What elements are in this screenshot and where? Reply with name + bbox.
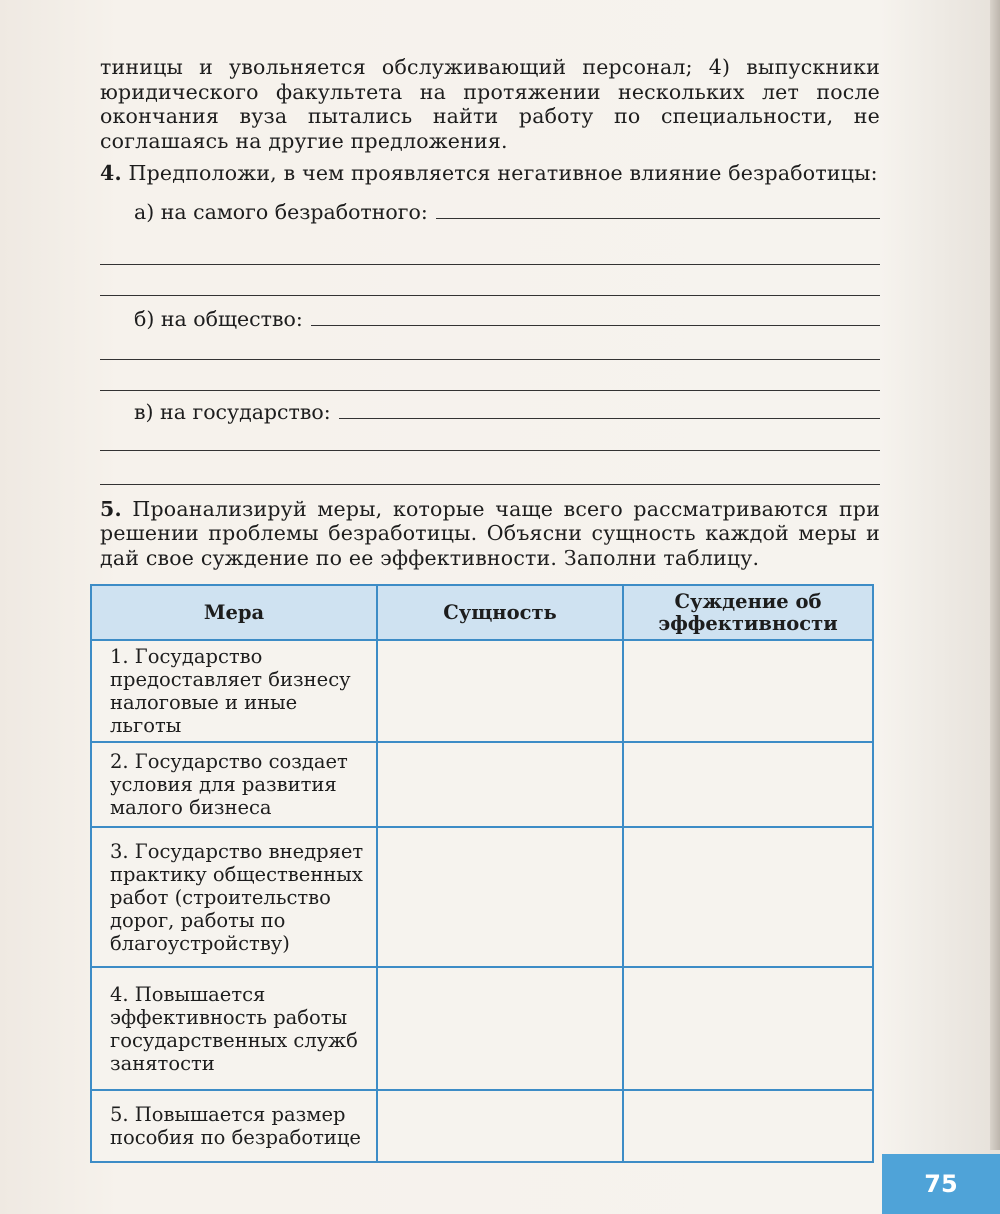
page-number: 75 (882, 1154, 1000, 1214)
task-4 (100, 161, 880, 186)
answer-line-v[interactable] (339, 418, 880, 419)
answer-line-b3[interactable] (100, 390, 880, 391)
judgement-cell[interactable] (623, 967, 873, 1090)
intro-paragraph: тиницы и увольняется обслуживающий персонал; 4) выпускники юридического факультета на протяжении нескольких лет после окончания вуза пытались найти работу по специальности, не соглашаясь на другие предложения. (100, 55, 880, 153)
essence-cell[interactable] (377, 1090, 623, 1162)
judgement-cell[interactable] (623, 742, 873, 827)
essence-cell[interactable] (377, 967, 623, 1090)
table-row (91, 742, 873, 827)
header-measure: Мера (91, 585, 377, 640)
answer-line-v3[interactable] (100, 484, 880, 485)
measure-cell: 5. Повышается размер пособия по безработице (91, 1090, 377, 1162)
answer-row-a[interactable] (100, 200, 880, 224)
page-content (100, 55, 880, 570)
answer-line-a3[interactable] (100, 295, 880, 296)
task-4-number: 4. (100, 161, 122, 185)
answer-label-b: б) на общество: (134, 306, 303, 331)
answer-label-v: в) на государство: (134, 399, 331, 424)
answer-label-a: а) на самого безработного: (134, 199, 428, 224)
answer-line-b[interactable] (311, 325, 880, 326)
header-judgement: Суждение об эффективности (623, 585, 873, 640)
table-header-row (91, 585, 873, 640)
essence-cell[interactable] (377, 640, 623, 742)
task-5-number: 5. (100, 496, 122, 521)
answer-line-a[interactable] (436, 218, 880, 219)
task-5 (100, 497, 880, 571)
answer-row-b[interactable] (100, 307, 880, 331)
measure-cell: 1. Государство предоставляет бизнесу налоговые и иные льготы (91, 640, 377, 742)
judgement-cell[interactable] (623, 827, 873, 967)
essence-cell[interactable] (377, 827, 623, 967)
judgement-cell[interactable] (623, 1090, 873, 1162)
table-row (91, 1090, 873, 1162)
task-4-prompt: Предположи, в чем проявляется негативное влияние безработицы: (128, 161, 878, 185)
book-spine (990, 0, 1000, 1150)
task-5-prompt: Проанализируй меры, которые чаще всего рассматриваются при решении проблемы безработицы. Объясни сущность каждой меры и дай свое суждение по ее эффективности. Заполни таблицу. (100, 496, 880, 570)
measure-cell: 4. Повышается эффективность работы государственных служб занятости (91, 967, 377, 1090)
table-row (91, 640, 873, 742)
measures-table (90, 584, 874, 1163)
answer-line-b2[interactable] (100, 359, 880, 360)
answer-row-v[interactable] (100, 400, 880, 424)
measure-cell: 2. Государство создает условия для развития малого бизнеса (91, 742, 377, 827)
measure-cell: 3. Государство внедряет практику общественных работ (строительство дорог, работы по благоустройству) (91, 827, 377, 967)
table-row (91, 827, 873, 967)
essence-cell[interactable] (377, 742, 623, 827)
answer-line-a2[interactable] (100, 264, 880, 265)
judgement-cell[interactable] (623, 640, 873, 742)
header-essence: Сущность (377, 585, 623, 640)
answer-line-v2[interactable] (100, 450, 880, 451)
table-row (91, 967, 873, 1090)
